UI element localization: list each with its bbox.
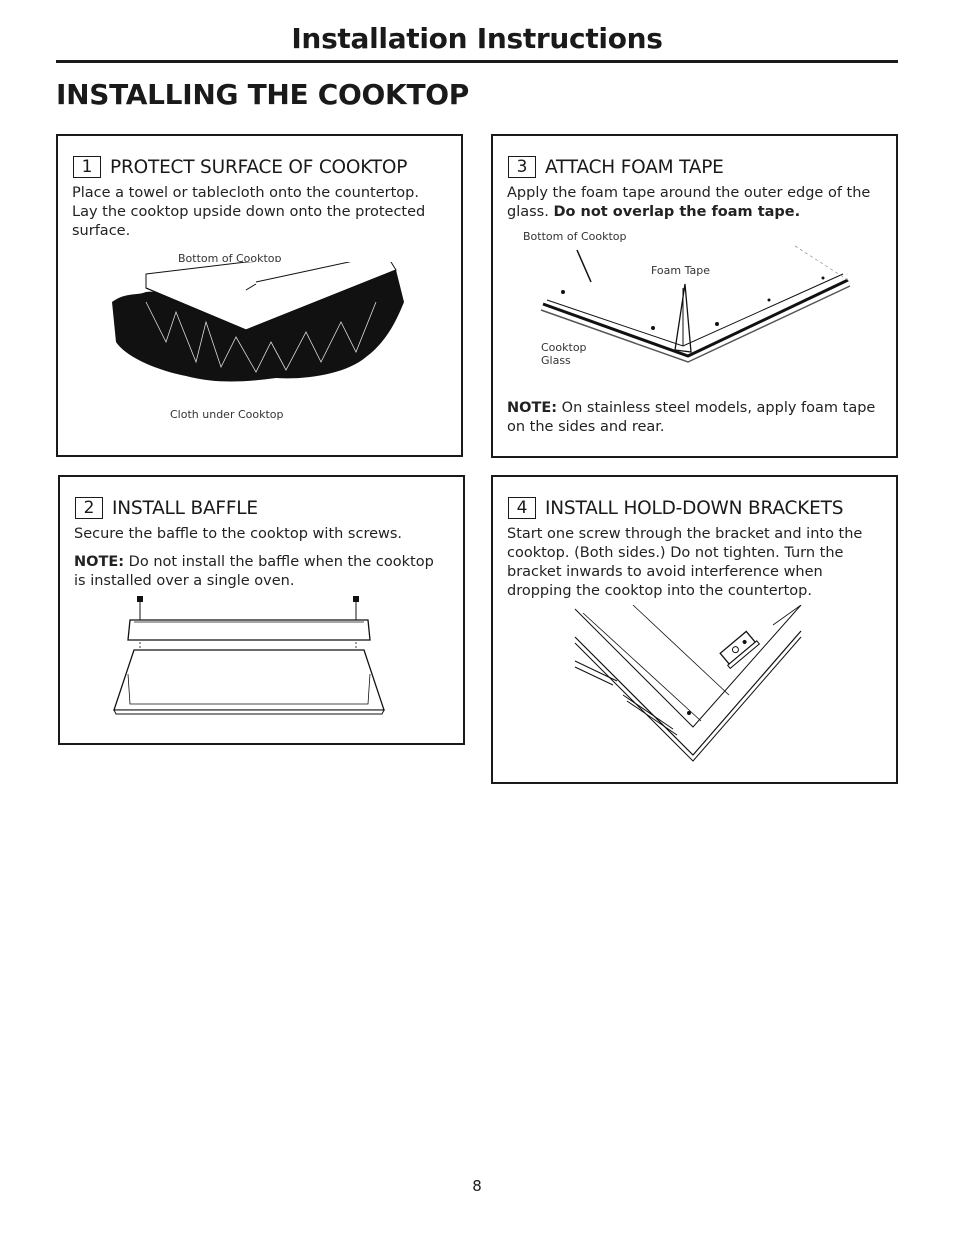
step-2-body: Secure the baffle to the cooktop with screws. [74, 526, 403, 542]
step-4-number: 4 [508, 497, 536, 519]
step-1-body: Place a towel or tablecloth onto the countertop. Lay the cooktop upside down onto the protected surface. [72, 185, 426, 239]
step-4-header [508, 497, 843, 519]
step-3-note-text: On stainless steel models, apply foam tape on the sides and rear. [507, 400, 876, 435]
step-4-box [491, 475, 898, 784]
step-3-title: ATTACH FOAM TAPE [545, 156, 724, 178]
step-1-box [56, 134, 463, 457]
step-2-title: INSTALL BAFFLE [112, 497, 258, 519]
page-header-title: Installation Instructions [291, 22, 663, 55]
baffle-illustration [110, 594, 390, 719]
step-3-note [507, 399, 882, 437]
step-2-note-label: NOTE: [74, 554, 125, 570]
step-3-body [507, 184, 882, 222]
step-3-box [491, 134, 898, 458]
step-3-note-label: NOTE: [507, 400, 558, 416]
step-4-title: INSTALL HOLD-DOWN BRACKETS [545, 497, 844, 519]
step-2-note-text: Do not install the baffle when the cooktop is installed over a single oven. [74, 554, 434, 589]
section-title: INSTALLING THE COOKTOP [56, 78, 469, 111]
step-2-box [58, 475, 465, 745]
label-cooktop: Cooktop [541, 341, 587, 354]
step-3-number: 3 [508, 156, 536, 178]
step-2-note [74, 553, 444, 591]
header-rule [56, 60, 898, 63]
label-cloth-under-cooktop: Cloth under Cooktop [170, 408, 284, 421]
label-bottom-of-cooktop-3: Bottom of Cooktop [523, 230, 627, 243]
step-1-number: 1 [73, 156, 101, 178]
label-foam-tape: Foam Tape [651, 264, 711, 277]
label-glass: Glass [541, 354, 571, 367]
step-1-header [73, 156, 407, 178]
label-bottom-of-cooktop-1: Bottom of Cooktop [178, 252, 282, 265]
step-4-body: Start one screw through the bracket and into the cooktop. (Both sides.) Do not tighten. Turn the bracket inwards to avoid interference when dropping the cooktop into the countertop. [507, 526, 863, 599]
page-number: 8 [472, 1177, 482, 1195]
hold-down-bracket-illustration [573, 605, 805, 765]
step-3-body-text: Apply the foam tape around the outer edge of the glass. [507, 185, 871, 220]
step-2-number: 2 [75, 497, 103, 519]
towel-cooktop-illustration [106, 262, 406, 392]
step-3-header [508, 156, 724, 178]
step-2-header [75, 497, 258, 519]
step-3-body-bold: Do not overlap the foam tape. [553, 204, 801, 220]
step-1-title: PROTECT SURFACE OF COOKTOP [110, 156, 408, 178]
